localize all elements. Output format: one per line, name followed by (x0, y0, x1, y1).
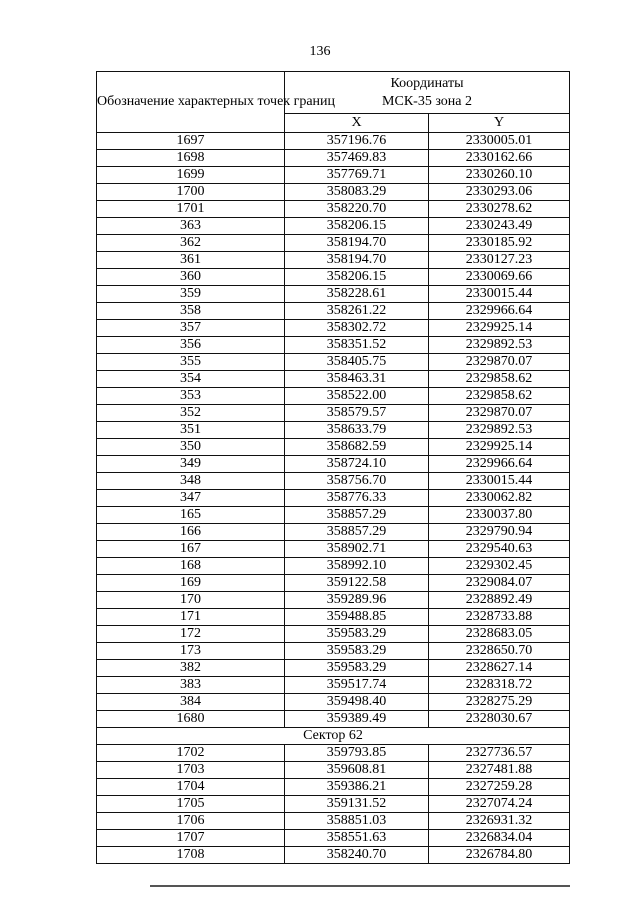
x-coordinate-cell: 359289.96 (285, 592, 429, 609)
table-row (97, 677, 570, 694)
x-coordinate-cell: 359122.58 (285, 575, 429, 592)
point-id-cell: 1697 (97, 133, 285, 150)
x-coordinate-cell: 358724.10 (285, 456, 429, 473)
x-coordinate-cell: 358261.22 (285, 303, 429, 320)
y-coordinate-cell: 2330005.01 (429, 133, 570, 150)
y-coordinate-cell: 2327736.57 (429, 745, 570, 762)
point-id-cell: 168 (97, 558, 285, 575)
point-id-cell: 356 (97, 337, 285, 354)
table-row (97, 269, 570, 286)
point-id-cell: 351 (97, 422, 285, 439)
coordinate-system: МСК-35 зона 2 (382, 93, 472, 109)
x-coordinate-cell: 357469.83 (285, 150, 429, 167)
x-coordinate-cell: 359488.85 (285, 609, 429, 626)
table-header (97, 72, 570, 133)
x-coordinate-cell: 359131.52 (285, 796, 429, 813)
point-id-cell: 358 (97, 303, 285, 320)
y-coordinate-cell: 2326834.04 (429, 830, 570, 847)
y-coordinate-cell: 2330185.92 (429, 235, 570, 252)
y-coordinate-cell: 2329925.14 (429, 320, 570, 337)
point-id-cell: 353 (97, 388, 285, 405)
x-coordinate-cell: 358992.10 (285, 558, 429, 575)
point-id-cell: 1700 (97, 184, 285, 201)
table-row (97, 609, 570, 626)
point-id-cell: 350 (97, 439, 285, 456)
y-coordinate-cell: 2328683.05 (429, 626, 570, 643)
rows-after-section (97, 745, 570, 864)
point-id-cell: 361 (97, 252, 285, 269)
y-coordinate-cell: 2326784.80 (429, 847, 570, 864)
x-coordinate-cell: 358194.70 (285, 252, 429, 269)
x-coordinate-cell: 358851.03 (285, 813, 429, 830)
x-coordinate-cell: 358682.59 (285, 439, 429, 456)
table-row (97, 490, 570, 507)
table-row (97, 813, 570, 830)
point-id-cell: 1702 (97, 745, 285, 762)
table-row (97, 235, 570, 252)
table-row (97, 371, 570, 388)
x-coordinate-cell: 358083.29 (285, 184, 429, 201)
point-id-cell: 1701 (97, 201, 285, 218)
table-row (97, 218, 570, 235)
point-id-cell: 1698 (97, 150, 285, 167)
table-row (97, 286, 570, 303)
y-coordinate-cell: 2329892.53 (429, 337, 570, 354)
y-column-header: Y (429, 114, 570, 133)
table-row (97, 779, 570, 796)
point-id-cell: 1706 (97, 813, 285, 830)
point-id-cell: 165 (97, 507, 285, 524)
rows-before-section (97, 133, 570, 728)
y-coordinate-cell: 2329540.63 (429, 541, 570, 558)
table-row (97, 167, 570, 184)
x-coordinate-cell: 359583.29 (285, 626, 429, 643)
x-coordinate-cell: 357769.71 (285, 167, 429, 184)
x-coordinate-cell: 359583.29 (285, 660, 429, 677)
point-id-cell: 166 (97, 524, 285, 541)
point-id-cell: 1705 (97, 796, 285, 813)
x-coordinate-cell: 358776.33 (285, 490, 429, 507)
table-row (97, 422, 570, 439)
x-coordinate-cell: 359583.29 (285, 643, 429, 660)
x-coordinate-cell: 358857.29 (285, 524, 429, 541)
y-coordinate-cell: 2330278.62 (429, 201, 570, 218)
y-coordinate-cell: 2329966.64 (429, 456, 570, 473)
y-coordinate-cell: 2330062.82 (429, 490, 570, 507)
x-coordinate-cell: 358579.57 (285, 405, 429, 422)
x-coordinate-cell: 358633.79 (285, 422, 429, 439)
coordinates-table (96, 71, 570, 864)
table-row (97, 405, 570, 422)
table-row (97, 473, 570, 490)
table-row (97, 745, 570, 762)
table-row (97, 201, 570, 218)
point-id-cell: 171 (97, 609, 285, 626)
table-row (97, 150, 570, 167)
point-id-cell: 363 (97, 218, 285, 235)
coordinates-title: Координаты (390, 75, 464, 91)
point-id-cell: 362 (97, 235, 285, 252)
table-row (97, 711, 570, 728)
y-coordinate-cell: 2329925.14 (429, 439, 570, 456)
y-coordinate-cell: 2329892.53 (429, 422, 570, 439)
x-coordinate-cell: 358902.71 (285, 541, 429, 558)
y-coordinate-cell: 2328733.88 (429, 609, 570, 626)
x-column-header: X (285, 114, 429, 133)
y-coordinate-cell: 2327074.24 (429, 796, 570, 813)
y-coordinate-cell: 2330127.23 (429, 252, 570, 269)
x-coordinate-cell: 359608.81 (285, 762, 429, 779)
bottom-divider (150, 885, 570, 887)
point-id-cell: 355 (97, 354, 285, 371)
table-row (97, 252, 570, 269)
x-coordinate-cell: 359498.40 (285, 694, 429, 711)
table-row (97, 643, 570, 660)
x-coordinate-cell: 359793.85 (285, 745, 429, 762)
point-id-cell: 352 (97, 405, 285, 422)
table-row (97, 830, 570, 847)
y-coordinate-cell: 2329870.07 (429, 354, 570, 371)
x-coordinate-cell: 358240.70 (285, 847, 429, 864)
y-coordinate-cell: 2330293.06 (429, 184, 570, 201)
point-id-cell: 1703 (97, 762, 285, 779)
point-id-cell: 384 (97, 694, 285, 711)
point-designation-header: Обозначение характерных точек границ (97, 72, 285, 133)
table-row (97, 558, 570, 575)
table-row (97, 592, 570, 609)
x-coordinate-cell: 358351.52 (285, 337, 429, 354)
point-id-cell: 359 (97, 286, 285, 303)
x-coordinate-cell: 357196.76 (285, 133, 429, 150)
x-coordinate-cell: 359386.21 (285, 779, 429, 796)
table-row (97, 847, 570, 864)
x-coordinate-cell: 358228.61 (285, 286, 429, 303)
point-id-cell: 354 (97, 371, 285, 388)
y-coordinate-cell: 2330015.44 (429, 286, 570, 303)
x-coordinate-cell: 359389.49 (285, 711, 429, 728)
y-coordinate-cell: 2329302.45 (429, 558, 570, 575)
point-id-cell: 1699 (97, 167, 285, 184)
table-row (97, 626, 570, 643)
table-row (97, 575, 570, 592)
section-row (97, 728, 570, 745)
section-title: Сектор 62 (97, 728, 570, 745)
point-id-cell: 172 (97, 626, 285, 643)
x-coordinate-cell: 358522.00 (285, 388, 429, 405)
x-coordinate-cell: 358463.31 (285, 371, 429, 388)
section-row-group (97, 728, 570, 745)
point-id-cell: 169 (97, 575, 285, 592)
y-coordinate-cell: 2328650.70 (429, 643, 570, 660)
point-id-cell: 1680 (97, 711, 285, 728)
table-row (97, 660, 570, 677)
table-row (97, 337, 570, 354)
point-id-cell: 360 (97, 269, 285, 286)
y-coordinate-cell: 2330069.66 (429, 269, 570, 286)
x-coordinate-cell: 358405.75 (285, 354, 429, 371)
y-coordinate-cell: 2326931.32 (429, 813, 570, 830)
point-id-cell: 1707 (97, 830, 285, 847)
page-number: 136 (309, 44, 331, 59)
point-id-cell: 1704 (97, 779, 285, 796)
table-row (97, 456, 570, 473)
point-id-cell: 357 (97, 320, 285, 337)
y-coordinate-cell: 2328318.72 (429, 677, 570, 694)
y-coordinate-cell: 2328892.49 (429, 592, 570, 609)
y-coordinate-cell: 2327481.88 (429, 762, 570, 779)
x-coordinate-cell: 358756.70 (285, 473, 429, 490)
y-coordinate-cell: 2330015.44 (429, 473, 570, 490)
x-coordinate-cell: 358194.70 (285, 235, 429, 252)
table-row (97, 524, 570, 541)
x-coordinate-cell: 358206.15 (285, 269, 429, 286)
point-id-cell: 382 (97, 660, 285, 677)
y-coordinate-cell: 2328030.67 (429, 711, 570, 728)
x-coordinate-cell: 359517.74 (285, 677, 429, 694)
y-coordinate-cell: 2330162.66 (429, 150, 570, 167)
y-coordinate-cell: 2330037.80 (429, 507, 570, 524)
table-row (97, 184, 570, 201)
point-id-cell: 173 (97, 643, 285, 660)
y-coordinate-cell: 2330260.10 (429, 167, 570, 184)
point-id-cell: 167 (97, 541, 285, 558)
point-id-cell: 1708 (97, 847, 285, 864)
x-coordinate-cell: 358220.70 (285, 201, 429, 218)
y-coordinate-cell: 2328275.29 (429, 694, 570, 711)
table-row (97, 507, 570, 524)
point-id-cell: 348 (97, 473, 285, 490)
y-coordinate-cell: 2329966.64 (429, 303, 570, 320)
table-row (97, 388, 570, 405)
table-row (97, 541, 570, 558)
table-row (97, 133, 570, 150)
table-row (97, 762, 570, 779)
point-id-cell: 383 (97, 677, 285, 694)
table-row (97, 303, 570, 320)
y-coordinate-cell: 2327259.28 (429, 779, 570, 796)
x-coordinate-cell: 358302.72 (285, 320, 429, 337)
point-id-cell: 170 (97, 592, 285, 609)
y-coordinate-cell: 2329084.07 (429, 575, 570, 592)
point-id-cell: 349 (97, 456, 285, 473)
y-coordinate-cell: 2329858.62 (429, 388, 570, 405)
x-coordinate-cell: 358857.29 (285, 507, 429, 524)
point-id-cell: 347 (97, 490, 285, 507)
x-coordinate-cell: 358206.15 (285, 218, 429, 235)
y-coordinate-cell: 2329790.94 (429, 524, 570, 541)
y-coordinate-cell: 2329858.62 (429, 371, 570, 388)
y-coordinate-cell: 2329870.07 (429, 405, 570, 422)
table-row (97, 694, 570, 711)
table-row (97, 354, 570, 371)
x-coordinate-cell: 358551.63 (285, 830, 429, 847)
table-row (97, 796, 570, 813)
table-row (97, 320, 570, 337)
y-coordinate-cell: 2330243.49 (429, 218, 570, 235)
table-row (97, 439, 570, 456)
y-coordinate-cell: 2328627.14 (429, 660, 570, 677)
